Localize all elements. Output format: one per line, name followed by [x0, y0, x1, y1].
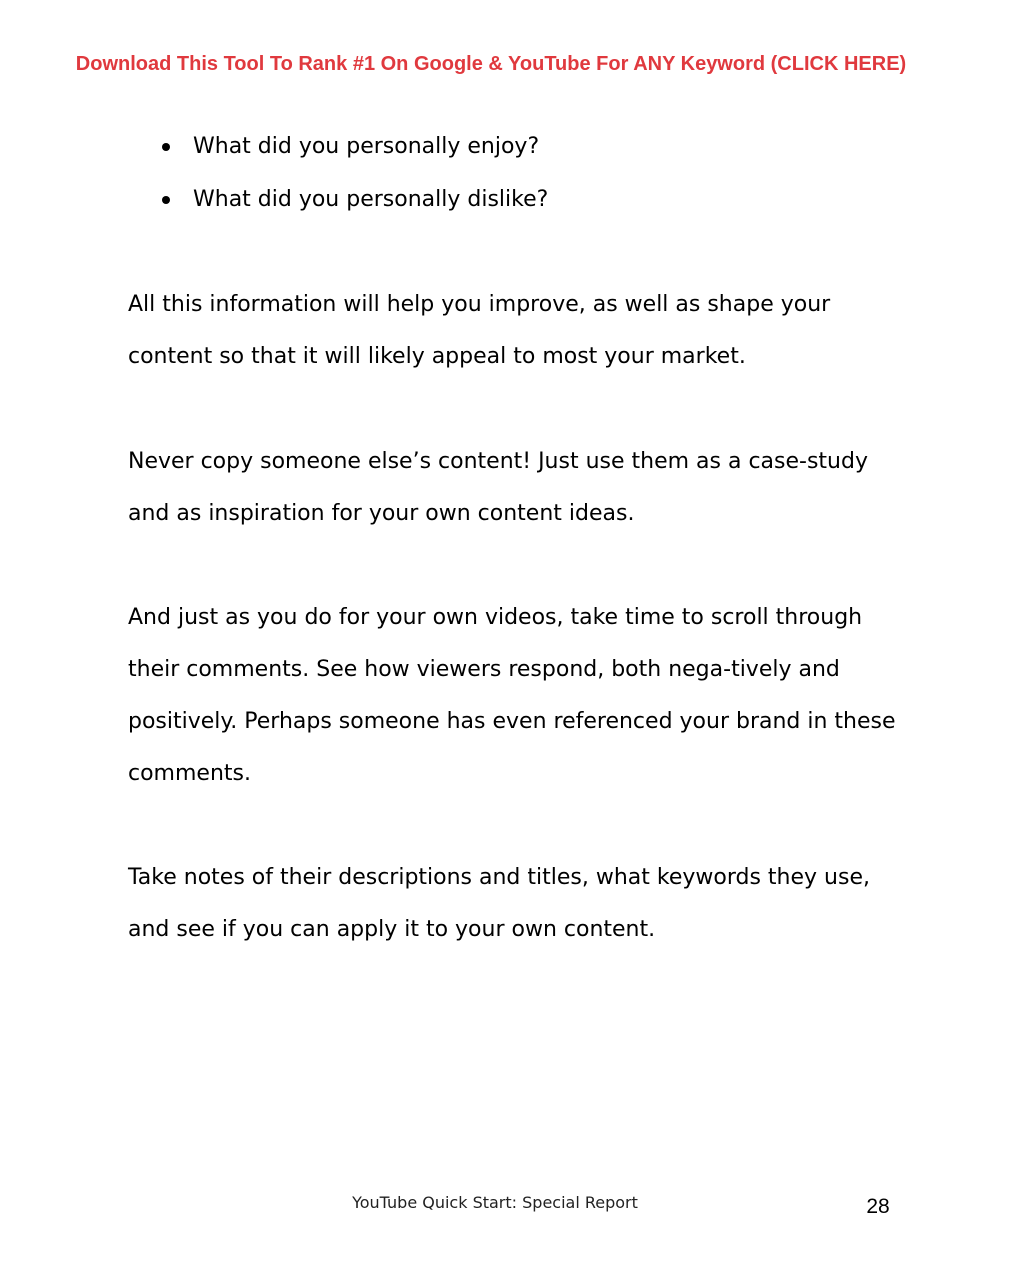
footer-title: YouTube Quick Start: Special Report: [352, 1193, 638, 1212]
paragraph: All this information will help you improve, as well as shape your content so that it will likely appeal to most your market.: [128, 292, 831, 369]
bullet-text: What did you personally enjoy?: [193, 134, 540, 159]
list-item: [160, 129, 548, 182]
page-number: 28: [866, 1195, 890, 1218]
paragraph: Never copy someone else’s content! Just use them as a case-study and as inspiration for your own content ideas.: [128, 449, 868, 526]
bullet-icon: [162, 143, 170, 151]
bullet-icon: [162, 196, 170, 204]
paragraph: And just as you do for your own videos, take time to scroll through their comments. See how viewers respond, both nega-tively and positively. Perhaps someone has even referenced your brand in these comments.: [128, 605, 896, 786]
paragraph: Take notes of their descriptions and titles, what keywords they use, and see if you can apply it to your own content.: [128, 865, 870, 942]
list-item: [160, 182, 548, 235]
promo-download-link[interactable]: Download This Tool To Rank #1 On Google & YouTube For ANY Keyword (CLICK HERE): [75, 53, 907, 75]
bullet-list: [160, 129, 548, 235]
bullet-text: What did you personally dislike?: [193, 187, 549, 212]
